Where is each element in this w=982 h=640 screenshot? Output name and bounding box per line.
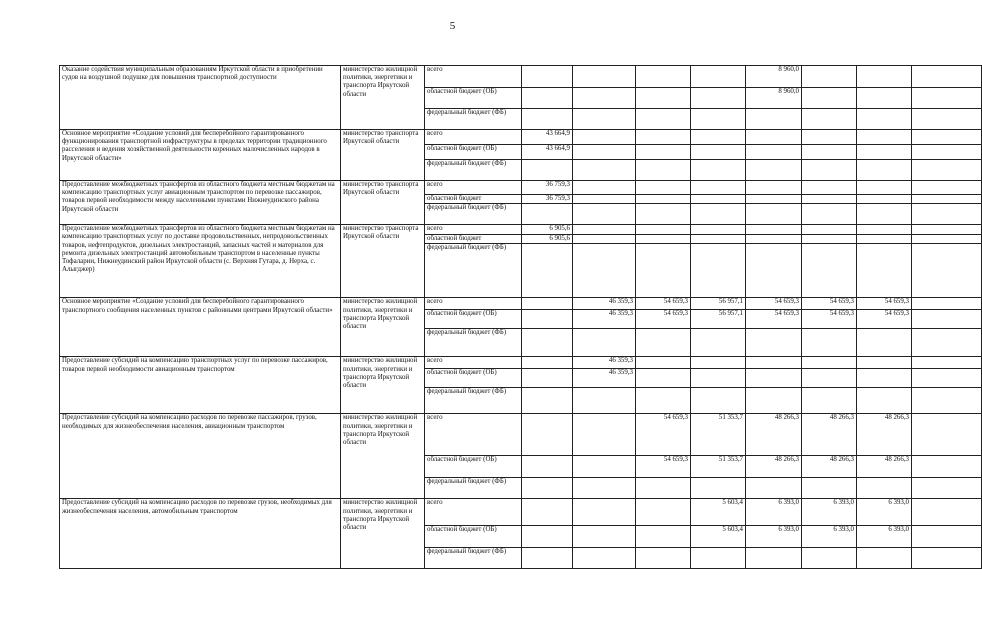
activity-description: Предоставление межбюджетных трансфертов из областного бюджета местным бюджетам на компенсацию транспортных услуг по доставке продовольственных, непродовольственных товаров, нефтепродуктов, дизельных электростанций, запасных частей и материалов для ремонта дизельных электростанций автомобильным транспортом в населенные пункты Тофаларии, Нижнеудинский район Иркутской области (с. Верхняя Гутара, д. Нерха, с. Алыгджер) — [60, 225, 341, 298]
amount-cell: 48 266,3 — [857, 414, 912, 456]
amount-cell — [746, 109, 802, 130]
amount-cell — [802, 235, 857, 244]
amount-cell — [573, 499, 636, 526]
table-row — [60, 181, 982, 195]
amount-cell — [691, 88, 746, 109]
amount-cell — [691, 235, 746, 244]
amount-cell: 36 759,3 — [522, 181, 573, 195]
amount-cell — [573, 66, 636, 88]
amount-cell: 5 603,4 — [691, 526, 746, 548]
amount-cell: 43 664,9 — [522, 145, 573, 160]
amount-cell — [691, 195, 746, 204]
amount-cell — [857, 204, 912, 225]
amount-cell: 54 659,3 — [636, 456, 691, 478]
funding-source: областной бюджет (ОБ) — [425, 145, 522, 160]
amount-cell — [522, 204, 573, 225]
amount-cell — [573, 456, 636, 478]
amount-cell — [912, 181, 982, 195]
amount-cell — [857, 88, 912, 109]
amount-cell: 51 353,7 — [691, 414, 746, 456]
amount-cell — [522, 88, 573, 109]
amount-cell — [573, 329, 636, 357]
table-row — [60, 130, 982, 145]
amount-cell — [912, 478, 982, 499]
amount-cell — [573, 160, 636, 181]
amount-cell: 51 353,7 — [691, 456, 746, 478]
responsible-executor: министерство жилищной политики, энергетики и транспорта Иркутской области — [341, 66, 425, 130]
amount-cell — [857, 235, 912, 244]
amount-cell — [857, 244, 912, 298]
amount-cell — [522, 526, 573, 548]
amount-cell: 6 905,6 — [522, 225, 573, 235]
amount-cell — [691, 244, 746, 298]
funding-source: федеральный бюджет (ФБ) — [425, 329, 522, 357]
amount-cell: 48 266,3 — [802, 456, 857, 478]
page-number: 5 — [449, 20, 456, 32]
amount-cell — [636, 88, 691, 109]
funding-source: областной бюджет (ОБ) — [425, 310, 522, 329]
amount-cell — [912, 130, 982, 145]
amount-cell — [746, 478, 802, 499]
amount-cell — [691, 329, 746, 357]
amount-cell — [522, 310, 573, 329]
amount-cell: 6 905,6 — [522, 235, 573, 244]
amount-cell — [636, 109, 691, 130]
amount-cell — [746, 369, 802, 388]
funding-source: областной бюджет — [425, 195, 522, 204]
amount-cell: 48 266,3 — [857, 456, 912, 478]
amount-cell: 48 266,3 — [802, 414, 857, 456]
amount-cell — [636, 145, 691, 160]
amount-cell — [857, 329, 912, 357]
amount-cell: 54 659,3 — [636, 298, 691, 310]
activity-description: Основное мероприятие «Создание условий для бесперебойного гарантированного транспортного сообщения населенных пунктов с районными центрами Иркутской области» — [60, 298, 341, 357]
table-row — [60, 66, 982, 88]
amount-cell — [802, 66, 857, 88]
amount-cell — [802, 204, 857, 225]
amount-cell — [573, 109, 636, 130]
amount-cell — [691, 181, 746, 195]
amount-cell — [857, 130, 912, 145]
amount-cell: 6 393,0 — [746, 526, 802, 548]
amount-cell — [802, 160, 857, 181]
activity-description: Основное мероприятие «Создание условий для бесперебойного гарантированного функционирования транспортной инфраструктуры в пределах территории традиционного расселения и ведения хозяйственной деятельности коренных малочисленных народов в Иркутской области» — [60, 130, 341, 181]
funding-source: федеральный бюджет (ФБ) — [425, 244, 522, 298]
amount-cell — [912, 244, 982, 298]
amount-cell — [802, 109, 857, 130]
amount-cell — [857, 369, 912, 388]
funding-source: областной бюджет (ОБ) — [425, 526, 522, 548]
amount-cell — [912, 357, 982, 369]
amount-cell: 36 759,3 — [522, 195, 573, 204]
amount-cell: 5 603,4 — [691, 499, 746, 526]
amount-cell — [857, 181, 912, 195]
amount-cell — [912, 369, 982, 388]
funding-source: всего — [425, 130, 522, 145]
amount-cell: 54 659,3 — [636, 310, 691, 329]
amount-cell — [802, 329, 857, 357]
amount-cell: 46 359,3 — [573, 298, 636, 310]
amount-cell — [746, 181, 802, 195]
amount-cell: 54 659,3 — [857, 298, 912, 310]
responsible-executor: министерство жилищной политики, энергетики и транспорта Иркутской области — [341, 499, 425, 569]
amount-cell — [746, 235, 802, 244]
amount-cell — [522, 329, 573, 357]
amount-cell — [573, 88, 636, 109]
amount-cell — [691, 369, 746, 388]
table-row — [60, 499, 982, 526]
amount-cell — [802, 388, 857, 414]
funding-source: федеральный бюджет (ФБ) — [425, 160, 522, 181]
amount-cell — [857, 160, 912, 181]
amount-cell: 43 664,9 — [522, 130, 573, 145]
amount-cell — [802, 181, 857, 195]
amount-cell — [522, 244, 573, 298]
funding-source: федеральный бюджет (ФБ) — [425, 548, 522, 569]
amount-cell — [912, 414, 982, 456]
funding-source: всего — [425, 181, 522, 195]
amount-cell — [912, 204, 982, 225]
amount-cell — [573, 181, 636, 195]
amount-cell — [912, 456, 982, 478]
amount-cell — [691, 66, 746, 88]
amount-cell — [636, 357, 691, 369]
funding-source: федеральный бюджет (ФБ) — [425, 204, 522, 225]
amount-cell — [636, 195, 691, 204]
amount-cell — [636, 548, 691, 569]
amount-cell — [746, 388, 802, 414]
amount-cell — [636, 160, 691, 181]
funding-source: областной бюджет (ОБ) — [425, 88, 522, 109]
amount-cell — [912, 109, 982, 130]
amount-cell: 6 393,0 — [802, 526, 857, 548]
amount-cell — [522, 160, 573, 181]
amount-cell — [912, 388, 982, 414]
amount-cell — [636, 66, 691, 88]
amount-cell — [746, 548, 802, 569]
amount-cell — [636, 225, 691, 235]
funding-source: федеральный бюджет (ФБ) — [425, 388, 522, 414]
amount-cell — [746, 204, 802, 225]
amount-cell — [522, 478, 573, 499]
amount-cell — [746, 225, 802, 235]
amount-cell — [746, 130, 802, 145]
amount-cell — [857, 357, 912, 369]
amount-cell — [691, 388, 746, 414]
amount-cell — [691, 548, 746, 569]
amount-cell — [522, 548, 573, 569]
amount-cell — [636, 329, 691, 357]
amount-cell — [573, 526, 636, 548]
amount-cell — [746, 357, 802, 369]
responsible-executor: министерство транспорта Иркутской области — [341, 181, 425, 225]
amount-cell: 6 393,0 — [802, 499, 857, 526]
funding-source: областной бюджет (ОБ) — [425, 456, 522, 478]
amount-cell — [857, 478, 912, 499]
activity-description: Предоставление субсидий на компенсацию транспортных услуг по перевозке пассажиров, товаров первой необходимости авиационным транспортом — [60, 357, 341, 414]
table-row — [60, 225, 982, 235]
amount-cell: 54 659,3 — [802, 310, 857, 329]
amount-cell — [912, 526, 982, 548]
amount-cell — [573, 145, 636, 160]
amount-cell — [522, 109, 573, 130]
amount-cell — [636, 369, 691, 388]
amount-cell — [802, 225, 857, 235]
amount-cell — [746, 329, 802, 357]
funding-source: всего — [425, 298, 522, 310]
amount-cell — [802, 357, 857, 369]
amount-cell — [636, 388, 691, 414]
amount-cell — [636, 499, 691, 526]
amount-cell — [691, 130, 746, 145]
activity-description: Предоставление субсидий на компенсацию расходов по перевозке пассажиров, грузов, необходимых для жизнеобеспечения населения, авиационным транспортом — [60, 414, 341, 499]
activity-description: Предоставление межбюджетных трансфертов из областного бюджета местным бюджетам на компенсацию транспортных услуг авиационным транспортом по перевозке пассажиров, товаров первой необходимости между населенными пунктами Нижнеудинского района Иркутской области — [60, 181, 341, 225]
funding-source: областной бюджет (ОБ) — [425, 369, 522, 388]
amount-cell — [746, 244, 802, 298]
amount-cell — [802, 130, 857, 145]
amount-cell: 54 659,3 — [746, 298, 802, 310]
amount-cell — [802, 478, 857, 499]
amount-cell — [636, 181, 691, 195]
funding-source: всего — [425, 499, 522, 526]
amount-cell: 48 266,3 — [746, 456, 802, 478]
funding-source: всего — [425, 414, 522, 456]
amount-cell — [746, 145, 802, 160]
amount-cell — [573, 414, 636, 456]
amount-cell: 6 393,0 — [857, 526, 912, 548]
amount-cell — [912, 329, 982, 357]
amount-cell: 6 393,0 — [746, 499, 802, 526]
funding-source: областной бюджет — [425, 235, 522, 244]
amount-cell — [746, 195, 802, 204]
amount-cell — [522, 414, 573, 456]
amount-cell — [636, 526, 691, 548]
responsible-executor: министерство жилищной политики, энергетики и транспорта Иркутской области — [341, 298, 425, 357]
program-funding-table — [59, 65, 982, 569]
responsible-executor: министерство транспорта Иркутской области — [341, 130, 425, 181]
amount-cell: 46 359,3 — [573, 369, 636, 388]
amount-cell — [522, 388, 573, 414]
amount-cell — [522, 369, 573, 388]
amount-cell — [573, 244, 636, 298]
amount-cell: 54 659,3 — [857, 310, 912, 329]
amount-cell — [573, 235, 636, 244]
funding-source: всего — [425, 225, 522, 235]
amount-cell — [857, 225, 912, 235]
amount-cell — [573, 204, 636, 225]
amount-cell — [912, 145, 982, 160]
amount-cell — [912, 195, 982, 204]
amount-cell: 56 957,1 — [691, 310, 746, 329]
amount-cell — [857, 145, 912, 160]
responsible-executor: министерство жилищной политики, энергетики и транспорта Иркутской области — [341, 414, 425, 499]
funding-source: всего — [425, 357, 522, 369]
amount-cell — [912, 548, 982, 569]
amount-cell — [912, 310, 982, 329]
amount-cell: 46 359,3 — [573, 357, 636, 369]
amount-cell — [912, 499, 982, 526]
amount-cell: 54 659,3 — [636, 414, 691, 456]
amount-cell — [802, 145, 857, 160]
amount-cell — [857, 548, 912, 569]
amount-cell: 8 960,0 — [746, 66, 802, 88]
responsible-executor: министерство жилищной политики, энергетики и транспорта Иркутской области — [341, 357, 425, 414]
amount-cell — [636, 235, 691, 244]
amount-cell — [636, 204, 691, 225]
funding-source: федеральный бюджет (ФБ) — [425, 478, 522, 499]
amount-cell — [636, 244, 691, 298]
amount-cell: 54 659,3 — [746, 310, 802, 329]
amount-cell: 56 957,1 — [691, 298, 746, 310]
amount-cell — [522, 357, 573, 369]
amount-cell — [691, 145, 746, 160]
amount-cell — [857, 195, 912, 204]
amount-cell — [691, 357, 746, 369]
amount-cell — [522, 499, 573, 526]
amount-cell — [802, 88, 857, 109]
amount-cell — [636, 130, 691, 145]
amount-cell — [573, 225, 636, 235]
amount-cell — [691, 204, 746, 225]
funding-source: всего — [425, 66, 522, 88]
amount-cell: 48 266,3 — [746, 414, 802, 456]
amount-cell: 46 359,3 — [573, 310, 636, 329]
amount-cell — [691, 109, 746, 130]
amount-cell — [802, 195, 857, 204]
amount-cell — [912, 88, 982, 109]
activity-description: Оказание содействия муниципальным образованиям Иркутской области в приобретении судов на воздушной подушке для повышения транспортной доступности — [60, 66, 341, 130]
amount-cell — [522, 456, 573, 478]
amount-cell — [573, 548, 636, 569]
amount-cell — [912, 298, 982, 310]
amount-cell — [746, 160, 802, 181]
amount-cell — [857, 66, 912, 88]
amount-cell — [573, 478, 636, 499]
responsible-executor: министерство транспорта Иркутской области — [341, 225, 425, 298]
amount-cell — [691, 478, 746, 499]
amount-cell — [636, 478, 691, 499]
amount-cell — [522, 298, 573, 310]
amount-cell — [573, 195, 636, 204]
amount-cell — [802, 548, 857, 569]
funding-source: федеральный бюджет (ФБ) — [425, 109, 522, 130]
amount-cell — [691, 160, 746, 181]
amount-cell: 54 659,3 — [802, 298, 857, 310]
amount-cell — [573, 130, 636, 145]
table-row — [60, 414, 982, 456]
amount-cell — [912, 225, 982, 235]
amount-cell: 6 393,0 — [857, 499, 912, 526]
amount-cell — [912, 160, 982, 181]
amount-cell — [912, 235, 982, 244]
amount-cell — [691, 225, 746, 235]
amount-cell — [522, 66, 573, 88]
amount-cell — [857, 388, 912, 414]
table-row — [60, 298, 982, 310]
table-row — [60, 357, 982, 369]
amount-cell — [912, 66, 982, 88]
amount-cell: 8 960,0 — [746, 88, 802, 109]
amount-cell — [802, 244, 857, 298]
amount-cell — [857, 109, 912, 130]
amount-cell — [573, 388, 636, 414]
activity-description: Предоставление субсидий на компенсацию расходов по перевозке грузов, необходимых для жизнеобеспечения населения, автомобильным транспортом — [60, 499, 341, 569]
amount-cell — [802, 369, 857, 388]
